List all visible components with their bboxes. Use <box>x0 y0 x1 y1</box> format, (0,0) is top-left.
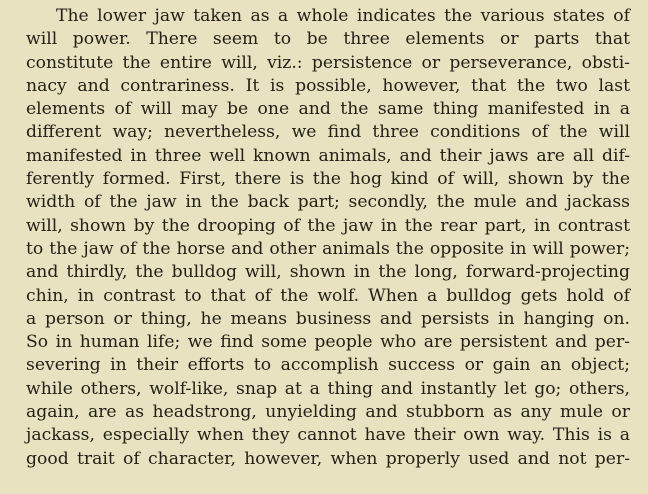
paragraph-line: and thirdly, the bulldog will, shown in the long, forward-projecting <box>26 262 630 283</box>
paragraph-line: will, shown by the drooping of the jaw in the rear part, in contrast <box>26 215 630 236</box>
paragraph-line: good trait of character, however, when properly used and not per- <box>26 448 630 469</box>
paragraph-line: So in human life; we find some people who are persistent and per- <box>26 332 630 353</box>
paragraph-line: again, are as headstrong, unyielding and stubborn as any mule or <box>26 402 630 423</box>
paragraph-line: severing in their efforts to accomplish success or gain an object; <box>26 355 630 376</box>
paragraph-line: width of the jaw in the back part; secondly, the mule and jackass <box>26 192 630 213</box>
paragraph-line: will power. There seem to be three elements or parts that <box>26 29 630 50</box>
paragraph-line: different way; nevertheless, we find three conditions of the will <box>26 122 630 143</box>
paragraph-line: to the jaw of the horse and other animals the opposite in will power; <box>26 238 630 259</box>
paragraph-line: a person or thing, he means business and persists in hanging on. <box>26 308 630 329</box>
paragraph-line: chin, in contrast to that of the wolf. When a bulldog gets hold of <box>26 285 630 306</box>
paragraph-line: The lower jaw taken as a whole indicates the various states of <box>56 6 630 26</box>
paragraph-line: manifested in three well known animals, and their jaws are all dif- <box>26 145 630 166</box>
paragraph-line: elements of will may be one and the same thing manifested in a <box>26 99 630 120</box>
paragraph-line: ferently formed. First, there is the hog kind of will, shown by the <box>26 169 630 190</box>
paragraph-line: constitute the entire will, viz.: persistence or perseverance, obsti- <box>26 52 630 73</box>
paragraph-line: while others, wolf-like, snap at a thing and instantly let go; others, <box>26 378 630 399</box>
paragraph-line: jackass, especially when they cannot have their own way. This is a <box>26 425 630 446</box>
paragraph-line: nacy and contrariness. It is possible, however, that the two last <box>26 75 630 96</box>
paragraph <box>26 5 630 471</box>
